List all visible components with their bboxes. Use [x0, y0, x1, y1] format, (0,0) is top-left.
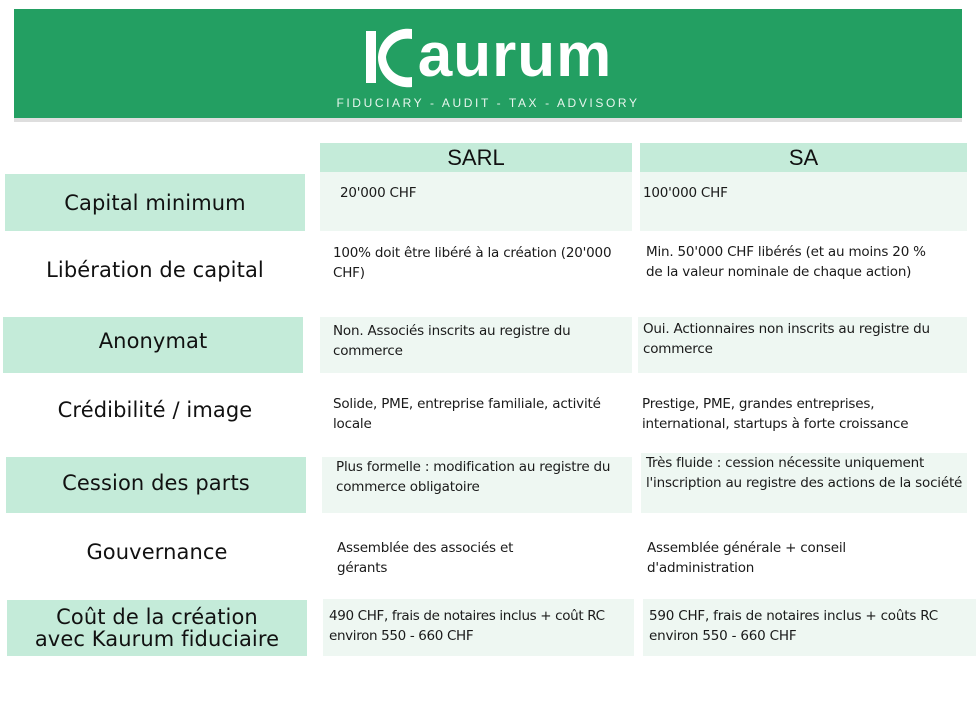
row-label-cession-parts: Cession des parts: [6, 457, 306, 513]
row-label-liberation-capital: Libération de capital: [46, 258, 264, 282]
cell-sa-capital-minimum: 100'000 CHF: [640, 172, 967, 231]
row-label-gouvernance: Gouvernance: [86, 540, 228, 564]
cell-sarl-capital-minimum: 20'000 CHF: [320, 172, 632, 231]
row-label-cout-creation: Coût de la création avec Kaurum fiduciaire: [7, 600, 307, 656]
tagline: FIDUCIARY - AUDIT - TAX - ADVISORY: [336, 96, 640, 110]
cell-sa-credibilite-image: Prestige, PME, grandes entreprises, international, startups à forte croissance: [642, 396, 909, 432]
banner-divider: [14, 118, 962, 122]
cell-sarl-gouvernance: Assemblée des associés et gérants: [337, 540, 514, 576]
brand-name: aurum: [417, 21, 613, 90]
kaurum-logo: [14, 21, 962, 95]
cell-sa-anonymat: Oui. Actionnaires non inscrits au registre du commerce: [638, 317, 967, 373]
cell-sarl-credibilite-image: Solide, PME, entreprise familiale, activité locale: [333, 396, 601, 432]
cell-sarl-liberation-capital: 100% doit être libéré à la création (20'000 CHF): [333, 245, 612, 281]
row-label-capital-minimum: Capital minimum: [5, 174, 305, 231]
logo-k-mark-icon: [364, 21, 416, 91]
header-banner: [14, 9, 962, 118]
row-label-anonymat: Anonymat: [3, 317, 303, 373]
row-label-credibilite-image: Crédibilité / image: [57, 398, 253, 422]
cell-sa-gouvernance: Assemblée générale + conseil d'administration: [647, 540, 846, 576]
cell-sa-cession-parts: Très fluide : cession nécessite uniquement l'inscription au registre des actions de la société: [641, 453, 967, 513]
cell-sarl-anonymat: Non. Associés inscrits au registre du commerce: [320, 317, 632, 373]
column-header-sa: SA: [640, 143, 967, 172]
cell-sa-cout-creation: 590 CHF, frais de notaires inclus + coûts RC environ 550 - 660 CHF: [643, 599, 976, 656]
cell-sa-liberation-capital: Min. 50'000 CHF libérés (et au moins 20 % de la valeur nominale de chaque action): [646, 244, 926, 280]
cell-sarl-cout-creation: 490 CHF, frais de notaires inclus + coût RC environ 550 - 660 CHF: [323, 599, 634, 656]
column-header-sarl: SARL: [320, 143, 632, 172]
cell-sarl-cession-parts: Plus formelle : modification au registre du commerce obligatoire: [322, 457, 632, 513]
